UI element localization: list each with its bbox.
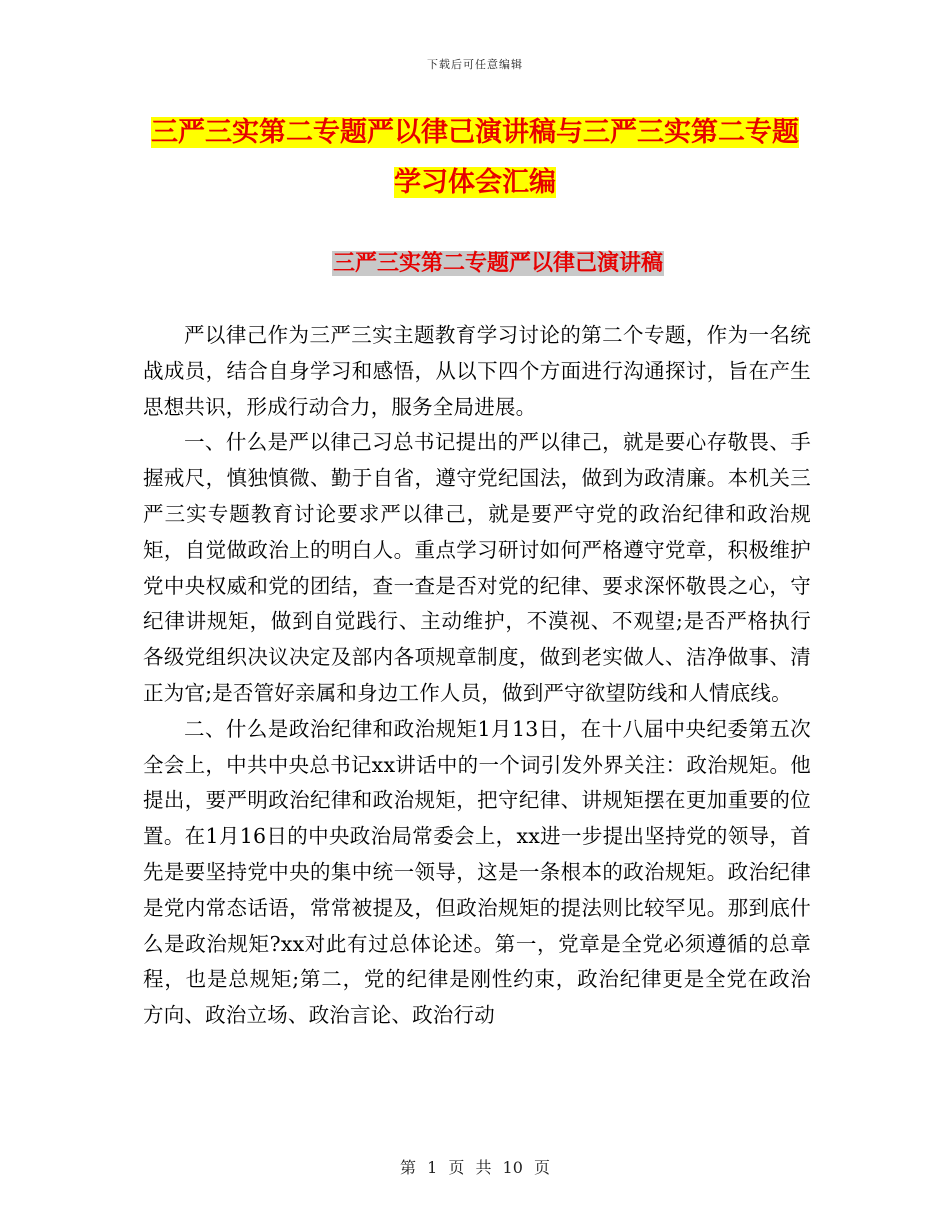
paragraph-section-two: 二、什么是政治纪律和政治规矩1月13日，在十八届中央纪委第五次全会上，中共中央总书记xx讲话中的一个词引发外界关注：政治规矩。他提出，要严明政治纪律和政治规矩，把守纪律、讲规矩摆在更加重要的位置。在1月16日的中央政治局常委会上，xx进一步提出坚持党的领导，首先是要坚持党中央的集中统一领导，这是一条根本的政治规矩。政治纪律是党内常态话语，常常被提及，但政治规矩的提法则比较罕见。那到底什么是政治规矩?xx对此有过总体论述。第一，党章是全党必须遵循的总章程，也是总规矩;第二，党的纪律是刚性约束，政治纪律更是全党在政治方向、政治立场、政治言论、政治行动	[143, 716, 811, 1028]
document-body	[143, 318, 811, 1034]
document-title-text: 三严三实第二专题严以律己演讲稿与三严三实第二专题学习体会汇编	[151, 117, 799, 198]
paragraph-section-one: 一、什么是严以律己习总书记提出的严以律己，就是要心存敬畏、手握戒尺，慎独慎微、勤于自省，遵守党纪国法，做到为政清廉。本机关三严三实专题教育讨论要求严以律己，就是要严守党的政治纪律和政治规矩，自觉做政治上的明白人。重点学习研讨如何严格遵守党章，积极维护党中央权威和党的团结，查一查是否对党的纪律、要求深怀敬畏之心，守纪律讲规矩，做到自觉践行、主动维护，不漠视、不观望;是否严格执行各级党组织决议决定及部内各项规章制度，做到老实做人、洁净做事、清正为官;是否管好亲属和身边工作人员，做到严守欲望防线和人情底线。	[143, 430, 811, 705]
section-title	[0, 246, 950, 282]
document-title	[150, 108, 800, 208]
page-header-note: 下载后可任意编辑	[427, 58, 523, 71]
section-title-text: 三严三实第二专题严以律己演讲稿	[332, 251, 663, 276]
paragraph-intro: 严以律己作为三严三实主题教育学习讨论的第二个专题，作为一名统战成员，结合自身学习和感悟，从以下四个方面进行沟通探讨，旨在产生思想共识，形成行动合力，服务全局进展。	[143, 323, 811, 419]
page-number: 第 1 页 共 10 页	[400, 1158, 550, 1177]
